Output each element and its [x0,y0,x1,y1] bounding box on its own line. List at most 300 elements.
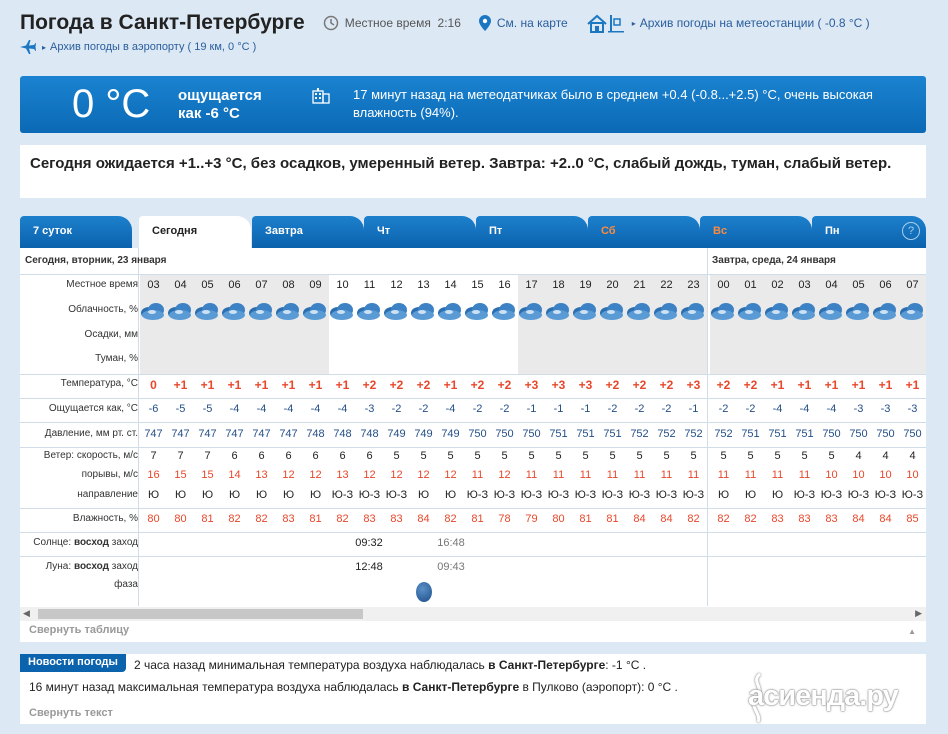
humidity-cell: 84 [633,513,646,525]
cloud-icon [899,300,925,322]
wind-cell: 7 [204,450,211,462]
cloud-icon [410,300,436,322]
direction-cell: Ю [201,489,214,501]
pressure-cell: 747 [279,428,298,440]
direction-cell: Ю [147,489,160,501]
cloud-icon [599,300,625,322]
temp-cell: +1 [905,378,920,392]
wind-cell: 5 [501,450,508,462]
cloud-icon [872,300,898,322]
direction-cell: Ю-З [520,489,543,501]
sun-set-label: заход [111,537,138,548]
news-text: 2 часа назад минимальная температура воздуха наблюдалась [134,658,489,672]
direction-cell: Ю-З [574,489,597,501]
feels-cell: -3 [853,403,864,415]
hour-cell: 12 [390,279,403,291]
cloud-icon [737,300,763,322]
feels-cell: -2 [499,403,510,415]
feels-cell: -1 [688,403,699,415]
cloud-icon [764,300,790,322]
row-label-pressure: Давление, мм рт. ст. [44,428,138,439]
wind-cell: 5 [474,450,481,462]
chevron-right-icon: ▸ [42,42,47,52]
cloud-icon [383,300,409,322]
feels-cell: -1 [553,403,564,415]
humidity-cell: 83 [798,513,811,525]
tab-sat[interactable]: Сб [588,216,700,248]
row-label-feels: Ощущается как, °C [48,403,138,414]
row-label-temp: Температура, °C [60,378,138,389]
cloud-icon [221,300,247,322]
hour-cell: 22 [660,279,673,291]
pressure-cell: 750 [522,428,541,440]
row-divider [20,447,926,448]
hour-cell: 04 [174,279,187,291]
temp-cell: +1 [824,378,839,392]
gusts-cell: 10 [906,469,919,481]
humidity-cell: 82 [228,513,241,525]
hour-cell: 21 [633,279,646,291]
wind-cell: 6 [258,450,265,462]
pressure-cell: 751 [741,428,760,440]
temp-cell: +3 [524,378,539,392]
hour-cell: 23 [687,279,700,291]
direction-cell: Ю [174,489,187,501]
local-time-value: 2:16 [437,16,461,30]
pressure-cell: 747 [144,428,163,440]
station-archive-label[interactable]: Архив погоды на метеостанции ( -0.8 °C ) [639,16,870,30]
humidity-cell: 80 [147,513,160,525]
feels-cell: -4 [283,403,294,415]
pressure-cell: 751 [576,428,595,440]
current-temp: 0 °C [72,82,151,126]
gusts-cell: 11 [606,469,619,481]
feels-cell: -2 [391,403,402,415]
pressure-cell: 751 [795,428,814,440]
gusts-cell: 10 [879,469,892,481]
news-city: в Санкт-Петербурге [402,680,520,694]
wind-cell: 5 [774,450,781,462]
wind-cell: 6 [312,450,319,462]
hour-cell: 17 [525,279,538,291]
humidity-cell: 83 [771,513,784,525]
wind-cell: 5 [609,450,616,462]
moon-set-label: заход [111,561,138,572]
hour-cell: 18 [552,279,565,291]
collapse-table-link[interactable]: Свернуть таблицу [29,624,130,636]
temp-cell: +1 [770,378,785,392]
hour-cell: 07 [906,279,919,291]
tab-7-days[interactable]: 7 суток [20,216,132,248]
tab-sun[interactable]: Вс [700,216,812,248]
gusts-cell: 11 [687,469,700,481]
hour-cell: 15 [471,279,484,291]
temp-cell: +1 [335,378,350,392]
hour-cell: 06 [879,279,892,291]
humidity-cell: 80 [552,513,565,525]
gusts-cell: 12 [417,469,430,481]
clock-icon [323,15,339,31]
row-label-wind: Ветер: скорость, м/с [43,450,138,461]
gusts-cell: 11 [471,469,484,481]
direction-cell: Ю-З [331,489,354,501]
airplane-icon [20,40,36,54]
pressure-cell: 748 [360,428,379,440]
feels-cell: -2 [607,403,618,415]
wind-cell: 5 [663,450,670,462]
feels-cell: -1 [580,403,591,415]
scrollbar-thumb[interactable] [38,609,363,619]
row-divider [20,422,926,423]
day-tabs [20,214,926,248]
moon-prefix: Луна: [45,561,72,572]
direction-cell: Ю [444,489,457,501]
pressure-cell: 750 [876,428,895,440]
feels-cell: -3 [364,403,375,415]
cloud-icon [545,300,571,322]
hour-cell: 01 [744,279,757,291]
cloud-icon [302,300,328,322]
page-title: Погода в Санкт-Петербурге [20,11,305,34]
pressure-cell: 750 [822,428,841,440]
gusts-cell: 14 [228,469,241,481]
direction-cell: Ю-З [628,489,651,501]
forecast-summary: Сегодня ожидается +1..+3 °C, без осадков, умеренный ветер. Завтра: +2..0 °C, слабый дождь, туман, слабый ветер. [20,145,926,198]
cloud-icon [791,300,817,322]
wind-cell: 5 [420,450,427,462]
feels-cell: -4 [826,403,837,415]
direction-cell: Ю-З [655,489,678,501]
direction-cell: Ю-З [820,489,843,501]
airport-archive-link[interactable] [20,40,256,54]
temp-cell: +1 [254,378,269,392]
row-divider [20,556,926,557]
gusts-cell: 11 [771,469,784,481]
news-text: 16 минут назад максимальная температура воздуха наблюдалась [29,680,403,694]
temp-cell: +3 [686,378,701,392]
hour-cell: 09 [309,279,322,291]
humidity-cell: 81 [471,513,484,525]
building-icon [312,88,330,104]
temp-cell: +2 [470,378,485,392]
feels-cell: -4 [256,403,267,415]
pressure-cell: 750 [849,428,868,440]
humidity-cell: 85 [906,513,919,525]
feels-cell: -2 [661,403,672,415]
pressure-cell: 751 [768,428,787,440]
temp-cell: +2 [659,378,674,392]
humidity-cell: 84 [852,513,865,525]
gusts-cell: 12 [390,469,403,481]
humidity-cell: 83 [363,513,376,525]
direction-cell: Ю-З [466,489,489,501]
row-label-phase: фаза [114,579,138,590]
gusts-cell: 12 [498,469,511,481]
humidity-cell: 81 [579,513,592,525]
temp-cell: +2 [389,378,404,392]
sun-prefix: Солнце: [33,537,72,548]
collapse-text-link[interactable]: Свернуть текст [29,707,113,719]
day-divider [707,248,708,606]
hour-cell: 11 [363,279,376,291]
tab-fri[interactable]: Пт [476,216,588,248]
tab-tomorrow[interactable]: Завтра [252,216,364,248]
sunrise-value: 09:32 [355,537,383,549]
hour-cell: 19 [579,279,592,291]
wind-cell: 5 [636,450,643,462]
hour-cell: 08 [282,279,295,291]
pressure-cell: 748 [306,428,325,440]
direction-cell: Ю-З [601,489,624,501]
humidity-cell: 79 [525,513,538,525]
wind-cell: 7 [150,450,157,462]
direction-cell: Ю [255,489,268,501]
feels-cell: -1 [526,403,537,415]
gusts-cell: 15 [174,469,187,481]
row-divider [20,274,926,275]
hour-cell: 03 [147,279,160,291]
hour-cell: 13 [417,279,430,291]
row-divider [20,398,926,399]
hour-cell: 02 [771,279,784,291]
page-header [20,8,870,38]
hour-cell: 06 [228,279,241,291]
hour-cell: 03 [798,279,811,291]
cloud-icon [140,300,166,322]
news-text: в Пулково (аэропорт): 0 °C . [519,680,678,694]
map-link[interactable] [479,15,568,31]
cloud-icon [356,300,382,322]
cloud-icon [653,300,679,322]
feels-cell: -4 [799,403,810,415]
humidity-cell: 82 [687,513,700,525]
feels-cell: -6 [148,403,159,415]
moon-phase-icon [416,582,432,602]
hour-cell: 05 [852,279,865,291]
pressure-cell: 750 [903,428,922,440]
temp-cell: 0 [150,378,157,392]
feels-like [178,87,262,123]
hour-cell: 14 [444,279,457,291]
cloud-icon [491,300,517,322]
day-label-tomorrow: Завтра, среда, 24 января [712,255,836,266]
direction-cell: Ю [282,489,295,501]
temp-cell: +1 [200,378,215,392]
pressure-cell: 747 [198,428,217,440]
gusts-cell: 15 [201,469,214,481]
feels-cell: -3 [880,403,891,415]
temp-cell: +2 [605,378,620,392]
temp-cell: +1 [281,378,296,392]
collapse-up-icon[interactable]: ▲ [908,627,916,636]
watermark: асиенда.ру [748,680,898,712]
map-link-label[interactable]: См. на карте [496,16,568,30]
hour-cell: 00 [717,279,730,291]
temp-cell: +1 [173,378,188,392]
cloud-icon [329,300,355,322]
gusts-cell: 13 [336,469,349,481]
wind-cell: 5 [393,450,400,462]
day-label-today: Сегодня, вторник, 23 января [25,255,167,266]
pressure-cell: 752 [630,428,649,440]
weather-station-icon [586,13,626,33]
column-divider [138,248,139,606]
temp-cell: +2 [716,378,731,392]
cloud-icon [194,300,220,322]
news-badge: Новости погоды [20,654,126,672]
hour-cell: 16 [498,279,511,291]
direction-cell: Ю [309,489,322,501]
row-divider [20,508,926,509]
humidity-cell: 82 [717,513,730,525]
humidity-cell: 82 [336,513,349,525]
direction-cell: Ю [417,489,430,501]
tab-today[interactable]: Сегодня [139,216,251,249]
pressure-cell: 748 [333,428,352,440]
row-label-direction: направление [77,489,138,500]
pressure-cell: 749 [441,428,460,440]
cloud-icon [167,300,193,322]
direction-cell: Ю-З [682,489,705,501]
temp-cell: +3 [551,378,566,392]
news-text: : -1 °C . [605,658,647,672]
direction-cell: Ю [228,489,241,501]
wind-cell: 5 [801,450,808,462]
wind-cell: 6 [285,450,292,462]
row-label-gusts: порывы, м/с [81,469,138,480]
direction-cell: Ю-З [493,489,516,501]
humidity-cell: 82 [744,513,757,525]
row-label-cloud: Облачность, % [68,304,138,315]
pressure-cell: 752 [657,428,676,440]
gusts-cell: 11 [744,469,757,481]
airport-archive-label[interactable]: Архив погоды в аэропорту ( 19 км, 0 °C ) [50,41,257,53]
horizontal-scrollbar[interactable] [20,607,926,621]
cloud-icon [626,300,652,322]
direction-cell: Ю-З [547,489,570,501]
feels-cell: -5 [175,403,186,415]
wind-cell: 6 [339,450,346,462]
row-label-moon [20,561,138,572]
humidity-cell: 78 [498,513,511,525]
news-item-1 [134,658,646,672]
wind-cell: 5 [690,450,697,462]
gusts-cell: 12 [444,469,457,481]
direction-cell: Ю-З [847,489,870,501]
row-divider [20,374,926,375]
pressure-cell: 752 [714,428,733,440]
temp-cell: +2 [497,378,512,392]
tab-thu[interactable]: Чт [364,216,476,248]
temp-cell: +1 [878,378,893,392]
temp-cell: +2 [632,378,647,392]
direction-cell: Ю-З [385,489,408,501]
hour-cell: 05 [201,279,214,291]
hour-cell: 04 [825,279,838,291]
wind-cell: 5 [582,450,589,462]
wind-cell: 6 [366,450,373,462]
hour-cell: 10 [336,279,349,291]
feels-cell: -2 [472,403,483,415]
current-conditions [20,76,926,133]
cloud-icon [845,300,871,322]
wind-cell: 6 [231,450,238,462]
cloud-icon [275,300,301,322]
feels-cell: -4 [229,403,240,415]
row-label-humidity: Влажность, % [72,513,138,524]
direction-cell: Ю-З [793,489,816,501]
pressure-cell: 752 [684,428,703,440]
cloud-icon [818,300,844,322]
help-icon[interactable]: ? [902,222,920,240]
feels-cell: -2 [418,403,429,415]
wind-cell: 4 [855,450,862,462]
humidity-cell: 81 [201,513,214,525]
feels-cell: -4 [337,403,348,415]
scroll-left-icon[interactable]: ◀ [23,608,30,618]
humidity-cell: 83 [825,513,838,525]
gusts-cell: 13 [255,469,268,481]
row-label-time: Местное время [66,279,138,290]
feels-cell: -2 [745,403,756,415]
direction-cell: Ю-З [901,489,924,501]
pressure-cell: 747 [225,428,244,440]
news-city: в Санкт-Петербурге [488,658,606,672]
wind-cell: 5 [528,450,535,462]
gusts-cell: 11 [552,469,565,481]
gusts-cell: 10 [825,469,838,481]
wind-cell: 4 [909,450,916,462]
cloud-icon [518,300,544,322]
temp-cell: +1 [443,378,458,392]
wind-cell: 5 [447,450,454,462]
station-archive-link[interactable] [586,13,870,33]
sunset-value: 16:48 [437,537,465,549]
pressure-cell: 749 [387,428,406,440]
temp-cell: +1 [308,378,323,392]
humidity-cell: 83 [282,513,295,525]
pressure-cell: 751 [603,428,622,440]
temp-cell: +1 [797,378,812,392]
row-divider [20,532,926,533]
direction-cell: Ю-З [874,489,897,501]
humidity-cell: 84 [417,513,430,525]
feels-cell: -4 [310,403,321,415]
temp-cell: +2 [362,378,377,392]
pressure-cell: 750 [495,428,514,440]
local-time [323,15,461,31]
gusts-cell: 12 [363,469,376,481]
feels-cell: -4 [445,403,456,415]
temp-cell: +2 [416,378,431,392]
humidity-cell: 80 [174,513,187,525]
tab-mon[interactable]: Пн [812,216,926,248]
direction-cell: Ю [771,489,784,501]
wind-cell: 5 [747,450,754,462]
moonset-value: 09:43 [437,561,465,573]
gusts-cell: 11 [798,469,811,481]
feels-like-line1: ощущается [178,87,262,104]
feels-cell: -2 [718,403,729,415]
gusts-cell: 11 [717,469,730,481]
humidity-cell: 81 [309,513,322,525]
gusts-cell: 11 [525,469,538,481]
cloud-icon [572,300,598,322]
humidity-cell: 84 [879,513,892,525]
scroll-right-icon[interactable]: ▶ [915,608,922,618]
feels-cell: -3 [907,403,918,415]
pressure-cell: 747 [171,428,190,440]
